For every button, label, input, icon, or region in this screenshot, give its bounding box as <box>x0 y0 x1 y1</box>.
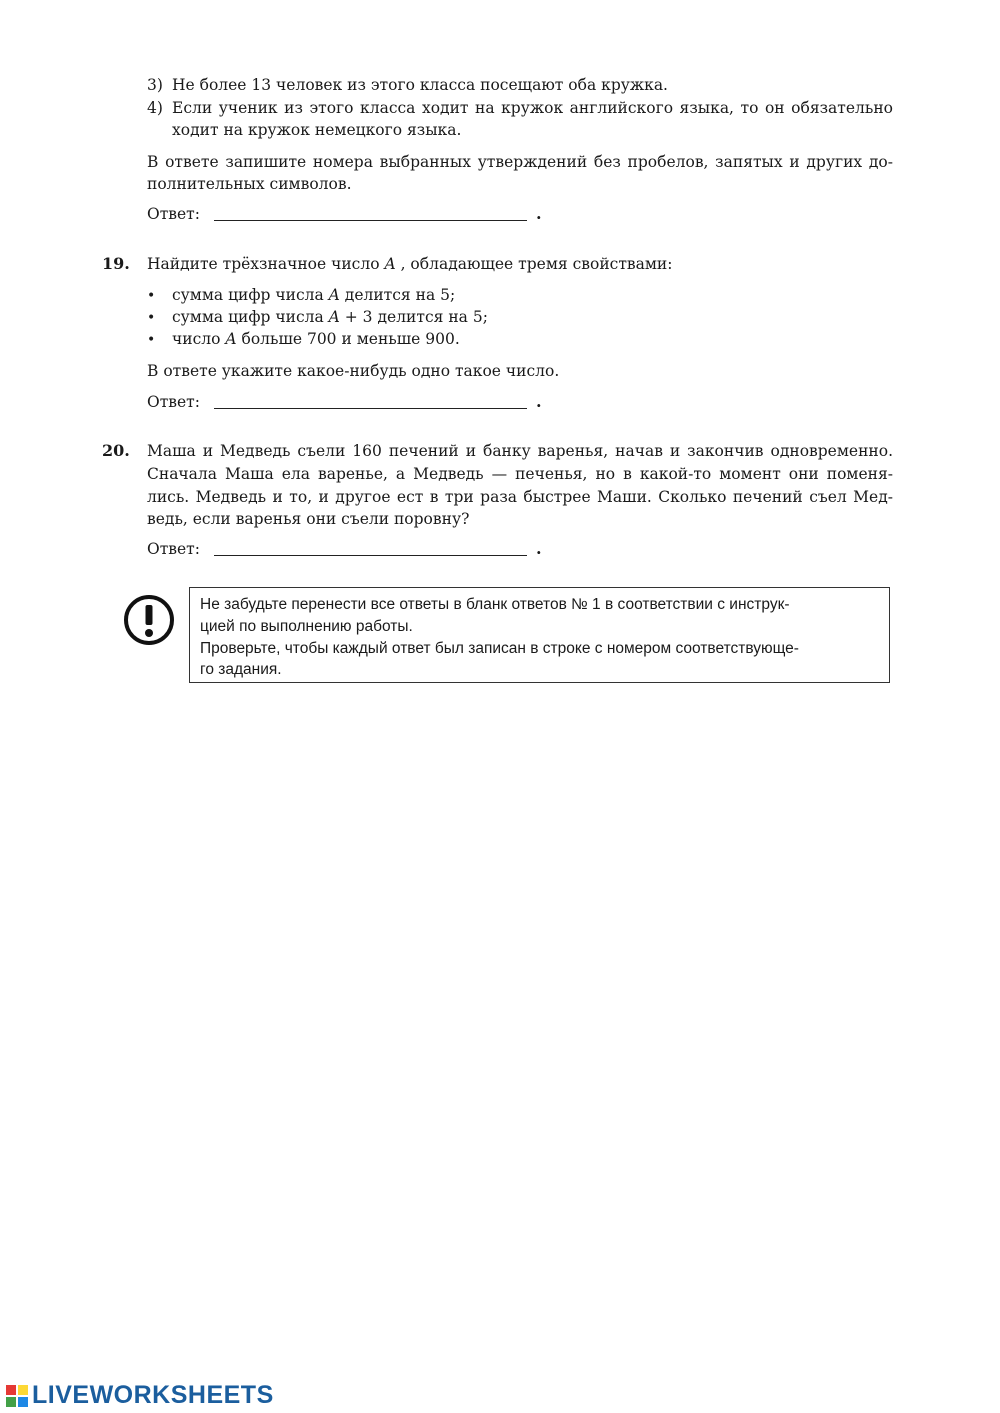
watermark-text: LIVEWORKSHEETS <box>32 1381 274 1409</box>
variable-a: A <box>225 330 237 348</box>
intro-text: , обладающее тремя свойствами: <box>395 255 673 273</box>
reminder-line-4: го задания. <box>200 661 282 678</box>
bullet-text: число <box>172 330 226 348</box>
task19-number: 19. <box>102 254 130 273</box>
reminder-line-1: Не забудьте перенести все ответы в бланк ответов № 1 в соответствии с инструк- <box>200 596 790 613</box>
answer-dot: . <box>536 539 542 558</box>
task18-answer-field[interactable] <box>214 220 527 221</box>
task20-line-3: лись. Медведь и то, и другое ест в три раза быстрее Маши. Сколько печений съел Мед- <box>147 488 893 506</box>
task19-intro <box>147 253 672 275</box>
task20-line-1: Маша и Медведь съели 160 печений и банку варенья, начав и закончив одновременно. <box>147 442 893 460</box>
task20-answer-field[interactable] <box>214 555 527 556</box>
variable-a: A <box>328 286 340 304</box>
task18-instruction-line1: В ответе запишите номера выбранных утверждений без пробелов, запятых и других до- <box>147 153 893 171</box>
task19-instruction: В ответе укажите какое-нибудь одно такое число. <box>147 362 560 380</box>
exclamation-circle-icon <box>122 593 176 647</box>
answer-label: Ответ: <box>147 540 200 558</box>
answer-dot: . <box>536 392 542 411</box>
intro-text: Найдите трёхзначное число <box>147 255 385 273</box>
answer-dot: . <box>536 204 542 223</box>
task19-bullet-1 <box>172 284 455 306</box>
liveworksheets-watermark <box>6 1381 274 1410</box>
item-text-line1: Если ученик из этого класса ходит на кружок английского языка, то он обязательно <box>172 99 893 117</box>
variable-a: A <box>328 308 340 326</box>
reminder-line-2: цией по выполнению работы. <box>200 618 413 635</box>
bullet-text: + 3 делится на 5; <box>339 308 488 326</box>
bullet-icon: • <box>147 332 156 348</box>
bullet-icon: • <box>147 310 156 326</box>
task20-line-2: Сначала Маша ела варенье, а Медведь — печенья, но в какой-то момент они поменя- <box>147 465 893 483</box>
bullet-icon: • <box>147 288 156 304</box>
bullet-text: больше 700 и меньше 900. <box>236 330 460 348</box>
bullet-text: сумма цифр числа <box>172 286 329 304</box>
task19-bullet-3 <box>172 328 460 350</box>
bullet-text: сумма цифр числа <box>172 308 329 326</box>
task20-number: 20. <box>102 441 130 460</box>
answer-label: Ответ: <box>147 205 200 223</box>
bullet-text: делится на 5; <box>339 286 456 304</box>
reminder-line-3: Проверьте, чтобы каждый ответ был записан в строке с номером соответствующе- <box>200 640 799 657</box>
item-number: 4) <box>147 99 163 117</box>
task20-line-4: ведь, если варенья они съели поровну? <box>147 510 470 528</box>
task18-instruction-line2: полнительных символов. <box>147 175 352 193</box>
reminder-box <box>189 587 890 683</box>
item-text-line2: ходит на кружок немецкого языка. <box>172 121 462 139</box>
item-text: Не более 13 человек из этого класса посещают оба кружка. <box>172 76 668 94</box>
variable-a: A <box>384 255 396 273</box>
liveworksheets-logo-icon <box>6 1385 28 1407</box>
item-number: 3) <box>147 76 163 94</box>
answer-label: Ответ: <box>147 393 200 411</box>
task19-answer-field[interactable] <box>214 408 527 409</box>
task19-bullet-2 <box>172 306 488 328</box>
